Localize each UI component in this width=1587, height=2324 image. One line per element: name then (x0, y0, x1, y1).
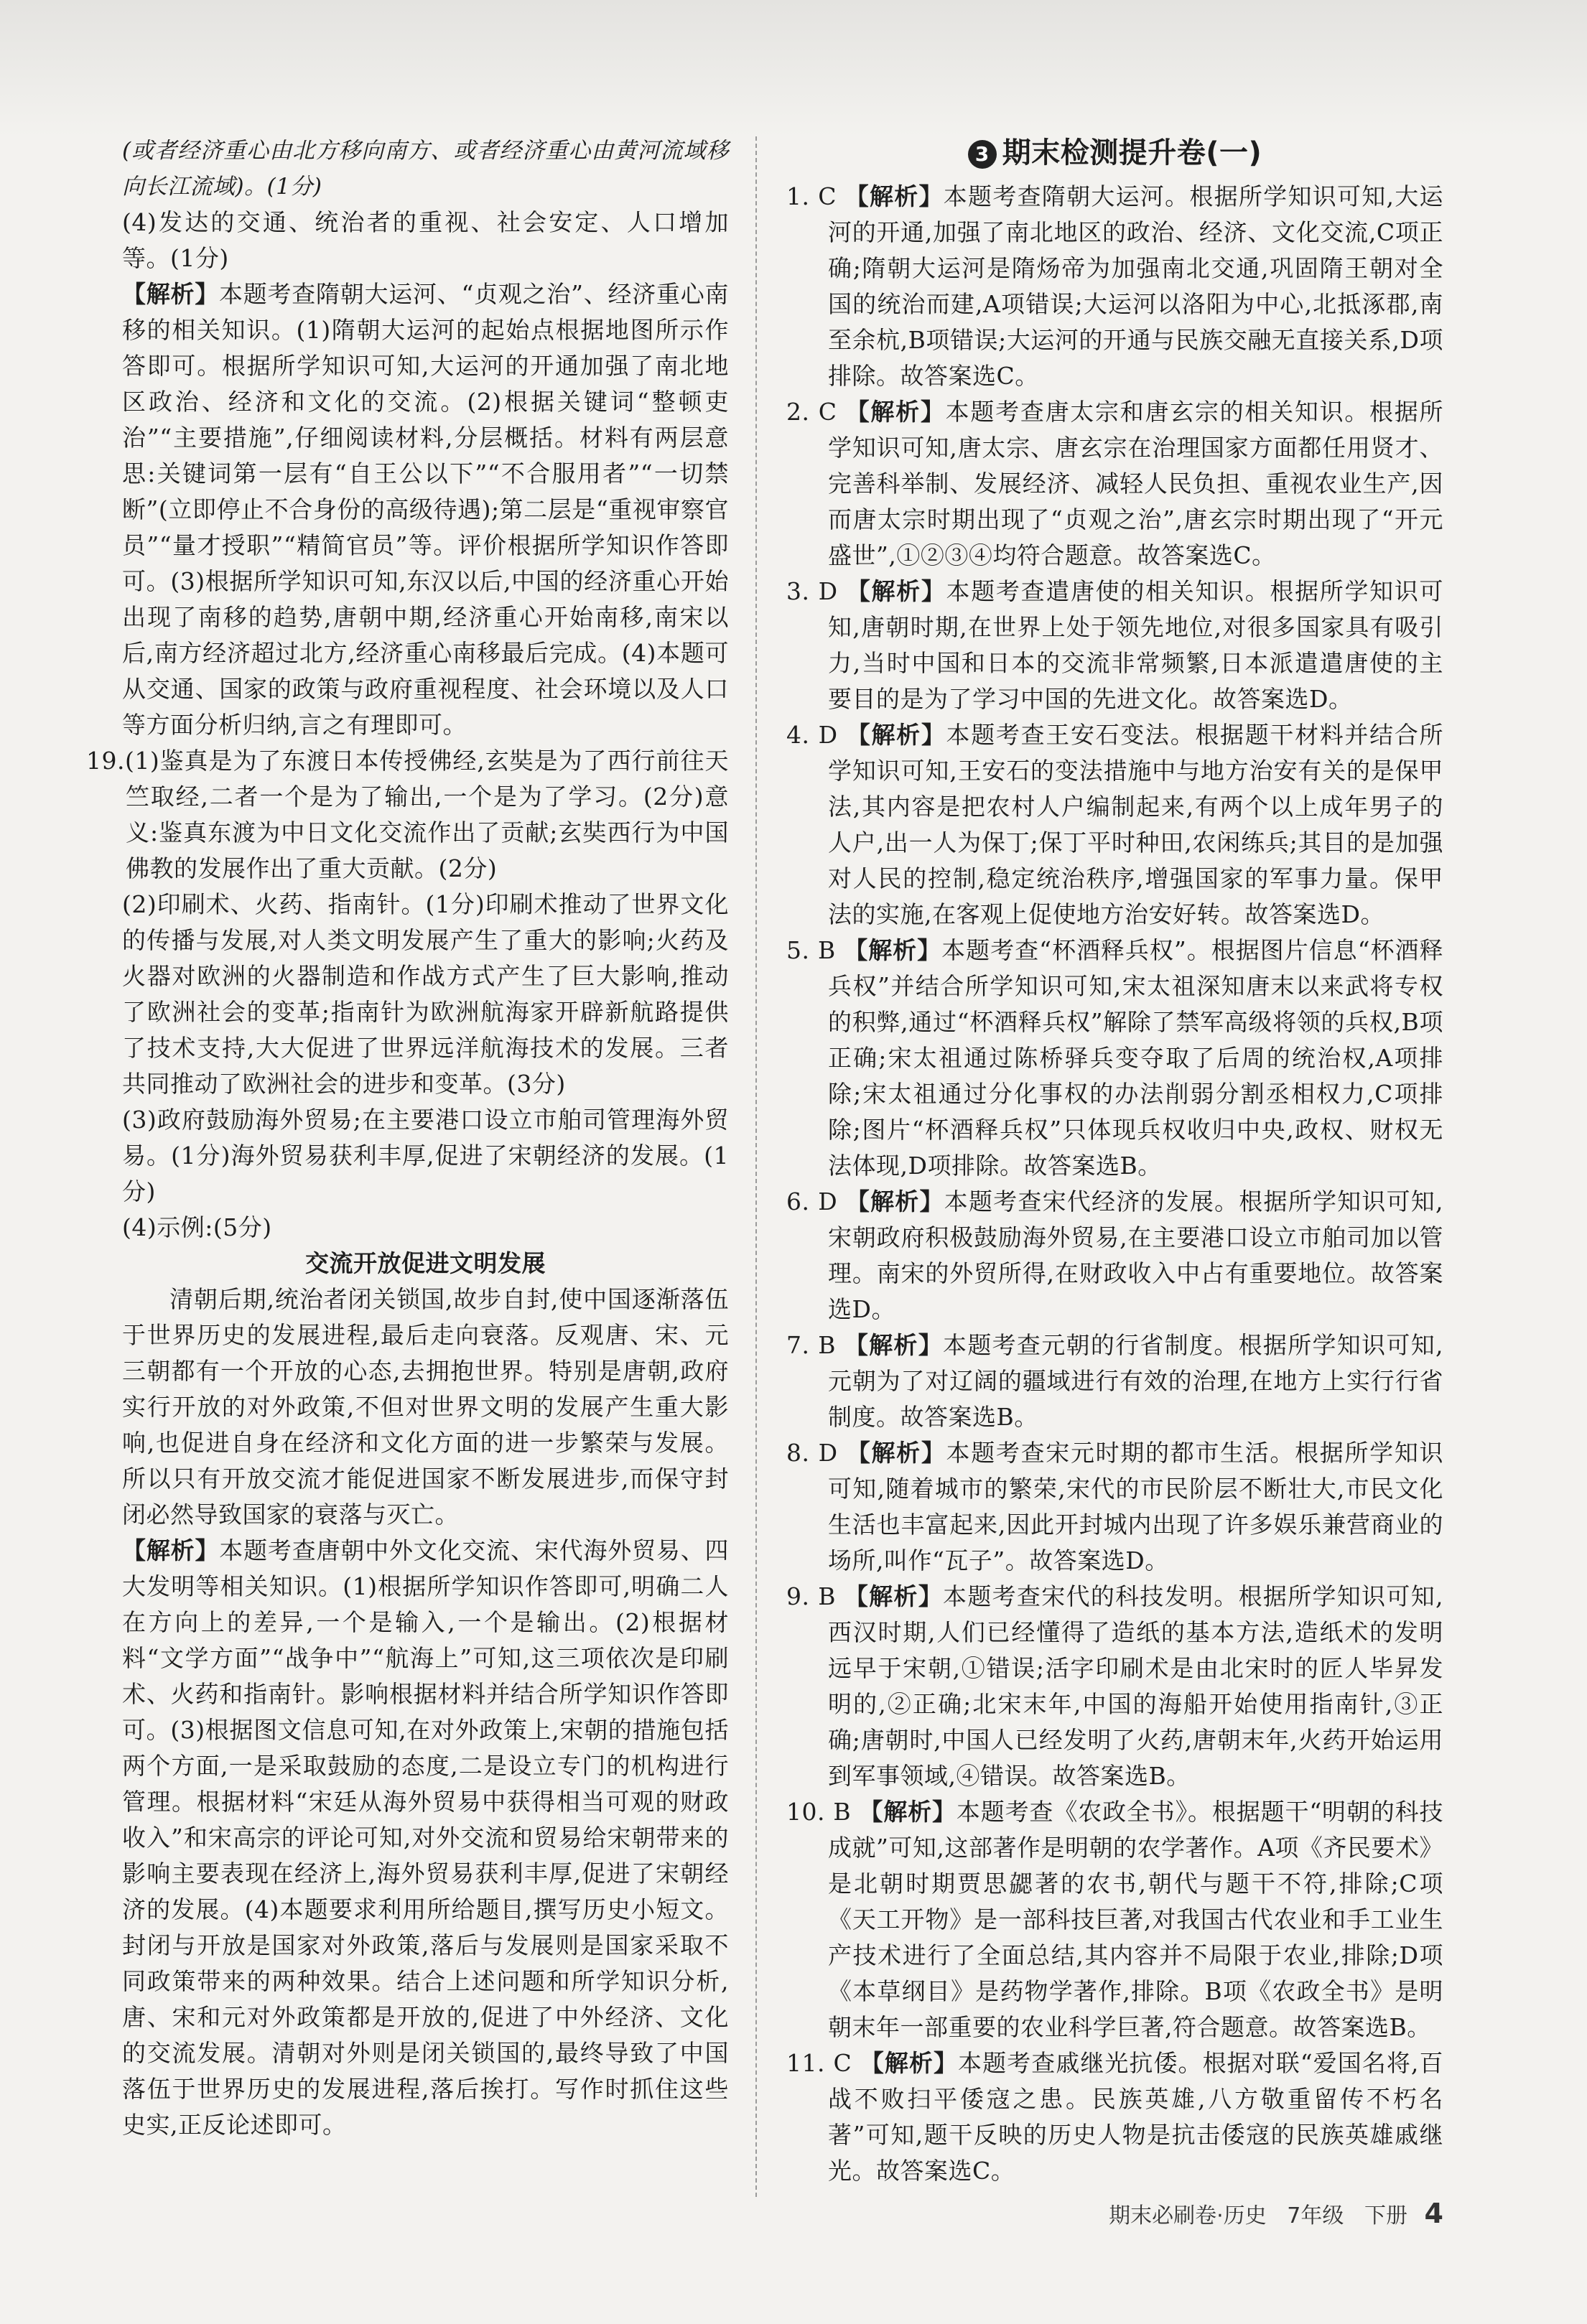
analysis-text: 本题考查隋朝大运河。根据所学知识可知,大运河的开通,加强了南北地区的政治、经济、文化交流,C项正确;隋朝大运河是隋炀帝为加强南北交通,巩固隋王朝对全国的统治而建,A项错误;大运河以洛阳为中心,北抵涿郡,南至余杭,B项错误;大运河的开通与民族交融无直接关系,D项排除。故答案选C。 (828, 182, 1443, 390)
top-shade (0, 0, 1587, 136)
answer-item (786, 394, 1443, 574)
analysis-tag: 【解析】 (846, 1439, 946, 1467)
page-footer (926, 2195, 1443, 2231)
answer-number: 11. C (786, 2049, 852, 2077)
analysis-text: 本题考查隋朝大运河、“贞观之治”、经济重心南移的相关知识。(1)隋朝大运河的起始点根据地图所示作答即可。根据所学知识可知,大运河的开通加强了南北地区政治、经济和文化的交流。(2)根据关键词“整顿吏治”“主要措施”,仔细阅读材料,分层概括。材料有两层意思:关键词第一层有“自王公以下”“不合服用者”“一切禁断”(立即停止不合身份的高级待遇);第二层是“重视审察官员”“量才授职”“精简官员”等。评价根据所学知识作答即可。(3)根据所学知识可知,东汉以后,中国的经济重心开始出现了南移的趋势,唐朝中期,经济重心开始南移,南宋以后,南方经济超过北方,经济重心南移最后完成。(4)本题可从交通、国家的政策与政府重视程度、社会环境以及人口等方面分析归纳,言之有理即可。 (122, 280, 729, 739)
section-title (786, 133, 1443, 173)
analysis-tag: 【解析】 (122, 280, 219, 308)
page-number: 4 (1424, 2198, 1443, 2229)
answer-text: (1)鉴真是为了东渡日本传授佛经,玄奘是为了西行前往天竺取经,二者一个是为了输出,一个是为了学习。(2分)意义:鉴真东渡为中日文化交流作出了贡献;玄奘西行为中国佛教的发展作出了重大贡献。(2分) (124, 747, 729, 882)
essay-body: 清朝后期,统治者闭关锁国,故步自封,使中国逐渐落伍于世界历史的发展进程,最后走向衰落。反观唐、宋、元三朝都有一个开放的心态,去拥抱世界。特别是唐朝,政府实行开放的对外政策,不但对世界文明的发展产生重大影响,也促进自身在经济和文化方面的进一步繁荣与发展。所以只有开放交流才能促进国家不断发展进步,而保守封闭必然导致国家的衰落与灭亡。 (122, 1285, 729, 1529)
analysis-text: 本题考查唐太宗和唐玄宗的相关知识。根据所学知识可知,唐太宗、唐玄宗在治理国家方面都任用贤才、完善科举制、发展经济、减轻人民负担、重视农业生产,因而唐太宗时期出现了“贞观之治”,唐玄宗时期出现了“开元盛世”,①②③④均符合题意。故答案选C。 (828, 398, 1444, 569)
answer-item (786, 1579, 1443, 1794)
analysis-tag: 【解析】 (122, 1536, 220, 1564)
analysis-text: 本题考查元朝的行省制度。根据所学知识可知,元朝为了对辽阔的疆域进行有效的治理,在地方上实行行省制度。故答案选B。 (828, 1331, 1443, 1431)
answer-number: 9. B (786, 1582, 837, 1610)
analysis-text: 本题考查“杯酒释兵权”。根据图片信息“杯酒释兵权”并结合所学知识可知,宋太祖深知唐末以来武将专权的积弊,通过“杯酒释兵权”解除了禁军高级将领的兵权,B项正确;宋太祖通过陈桥驿兵变夺取了后周的统治权,A项排除;宋太祖通过分化事权的办法削弱分割丞相权力,C项排除;图片“杯酒释兵权”只体现兵权收归中央,政权、财权无法体现,D项排除。故答案选B。 (828, 936, 1443, 1180)
left-item: (或者经济重心由北方移向南方、或者经济重心由黄河流域移向长江流域)。(1分) (122, 138, 729, 200)
answer-number: 6. D (786, 1187, 838, 1215)
answer-item (786, 1327, 1443, 1435)
answer-item (786, 179, 1443, 394)
analysis-tag: 【解析】 (845, 398, 946, 426)
analysis-text: 本题考查宋代经济的发展。根据所学知识可知,宋朝政府积极鼓励海外贸易,在主要港口设立市舶司加以管理。南宋的外贸所得,在财政收入中占有重要地位。故答案选D。 (828, 1187, 1444, 1323)
answer-number: 2. C (786, 398, 837, 426)
essay-title: 交流开放促进文明发展 (305, 1249, 546, 1277)
footer-volume: 下册 (1364, 2203, 1407, 2229)
analysis-tag: 【解析】 (844, 1331, 944, 1359)
right-column (786, 133, 1443, 2189)
left-column (86, 133, 729, 2143)
answer-item (786, 2045, 1443, 2189)
analysis-tag: 【解析】 (844, 1582, 944, 1610)
analysis-tag: 【解析】 (844, 936, 942, 964)
answer-item (786, 1794, 1443, 2045)
analysis-text: 本题考查王安石变法。根据题干材料并结合所学知识可知,王安石的变法措施中与地方治安有关的是保甲法,其内容是把农村人户编制起来,有两个以上成年男子的人户,出一人为保丁;保丁平时种田,农闲练兵;其目的是加强对人民的控制,稳定统治秩序,增强国家的军事力量。保甲法的实施,在客观上促使地方治安好转。故答案选D。 (828, 721, 1444, 928)
analysis-tag: 【解析】 (844, 182, 944, 210)
answer-number: 1. C (786, 182, 837, 210)
left-item: (2)印刷术、火药、指南针。(1分)印刷术推动了世界文化的传播与发展,对人类文明发展产生了重大的影响;火药及火器对欧洲的火器制造和作战方式产生了巨大影响,推动了欧洲社会的变革;指南针为欧洲航海家开辟新航路提供了技术支持,大大促进了世界远洋航海技术的发展。三者共同推动了欧洲社会的进步和变革。(3分) (122, 890, 729, 1098)
analysis-text: 本题考查戚继光抗倭。根据对联“爱国名将,百战不败扫平倭寇之患。民族英雄,八方敬重留传不朽名著”可知,题干反映的历史人物是抗击倭寇的民族英雄戚继光。故答案选C。 (828, 2049, 1443, 2185)
left-item (86, 1533, 729, 2143)
analysis-text: 本题考查宋代的科技发明。根据所学知识可知,西汉时期,人们已经懂得了造纸的基本方法,造纸术的发明远早于宋朝,①错误;活字印刷术是由北宋时的匠人毕昇发明的,②正确;北宋末年,中国的海船开始使用指南针,③正确;唐朝时,中国人已经发明了火药,唐朝末年,火药开始运用到军事领域,④错误。故答案选B。 (828, 1582, 1443, 1790)
analysis-text: 本题考查《农政全书》。根据题干“明朝的科技成就”可知,这部著作是明朝的农学著作。A项《齐民要术》是北朝时期贾思勰著的农书,朝代与题干不符,排除;C项《天工开物》是一部科技巨著,对我国古代农业和手工业生产技术进行了全面总结,其内容并不局限于农业,排除;D项《本草纲目》是药物学著作,排除。B项《农政全书》是明朝末年一部重要的农业科学巨著,符合题意。故答案选B。 (828, 1798, 1444, 2041)
footer-book-title: 期末必刷卷·历史 (1109, 2203, 1267, 2229)
analysis-tag: 【解析】 (845, 1187, 944, 1215)
analysis-tag: 【解析】 (846, 577, 946, 605)
answer-item (786, 717, 1443, 933)
question-number: 19. (86, 747, 125, 775)
answer-number: 5. B (786, 936, 836, 964)
answer-item (786, 1184, 1443, 1327)
left-item: (4)发达的交通、统治者的重视、社会安定、人口增加等。(1分) (122, 208, 729, 272)
answer-number: 8. D (786, 1439, 838, 1467)
footer-grade: 7年级 (1287, 2203, 1344, 2229)
section-number-badge: 3 (968, 140, 997, 169)
left-item: (4)示例:(5分) (122, 1213, 272, 1241)
left-item (86, 276, 729, 743)
answer-item (786, 574, 1443, 717)
answer-number: 7. B (786, 1331, 837, 1359)
analysis-tag: 【解析】 (859, 1798, 957, 1826)
question-19 (86, 743, 729, 887)
analysis-text: 本题考查唐朝中外文化交流、宋代海外贸易、四大发明等相关知识。(1)根据所学知识作答即可,明确二人在方向上的差异,一个是输入,一个是输出。(2)根据材料“文学方面”“战争中”“航海上”可知,这三项依次是印刷术、火药和指南针。影响根据材料并结合所学知识作答即可。(3)根据图文信息可知,在对外政策上,宋朝的措施包括两个方面,一是采取鼓励的态度,二是设立专门的机构进行管理。根据材料“宋廷从海外贸易中获得相当可观的财政收入”和宋高宗的评论可知,对外交流和贸易给宋朝带来的影响主要表现在经济上,海外贸易获利丰厚,促进了宋朝经济的发展。(4)本题要求利用所给题目,撰写历史小短文。封闭与开放是国家对外政策,落后与发展则是国家采取不同政策带来的两种效果。结合上述问题和所学知识分析,唐、宋和元对外政策都是开放的,促进了中外经济、文化的交流发展。清朝对外则是闭关锁国的,最终导致了中国落伍于世界历史的发展进程,落后挨打。写作时抓住这些史实,正反论述即可。 (122, 1536, 729, 2139)
analysis-tag: 【解析】 (860, 2049, 959, 2077)
analysis-text: 本题考查宋元时期的都市生活。根据所学知识可知,随着城市的繁荣,宋代的市民阶层不断壮大,市民文化生活也丰富起来,因此开封城内出现了许多娱乐兼营商业的场所,叫作“瓦子”。故答案选D。 (828, 1439, 1444, 1574)
column-divider (755, 136, 757, 2197)
left-item: (3)政府鼓励海外贸易;在主要港口设立市舶司管理海外贸易。(1分)海外贸易获利丰厚,促进了宋朝经济的发展。(1分) (122, 1106, 729, 1205)
answer-number: 10. B (786, 1798, 852, 1826)
answer-item (786, 933, 1443, 1184)
answer-number: 4. D (786, 721, 838, 749)
section-title-text: 期末检测提升卷(一) (1002, 136, 1262, 169)
answer-item (786, 1435, 1443, 1579)
answer-number: 3. D (786, 577, 838, 605)
analysis-text: 本题考查遣唐使的相关知识。根据所学知识可知,唐朝时期,在世界上处于领先地位,对很多国家具有吸引力,当时中国和日本的交流非常频繁,日本派遣遣唐使的主要目的是为了学习中国的先进文化。故答案选D。 (828, 577, 1444, 713)
analysis-tag: 【解析】 (846, 721, 946, 749)
